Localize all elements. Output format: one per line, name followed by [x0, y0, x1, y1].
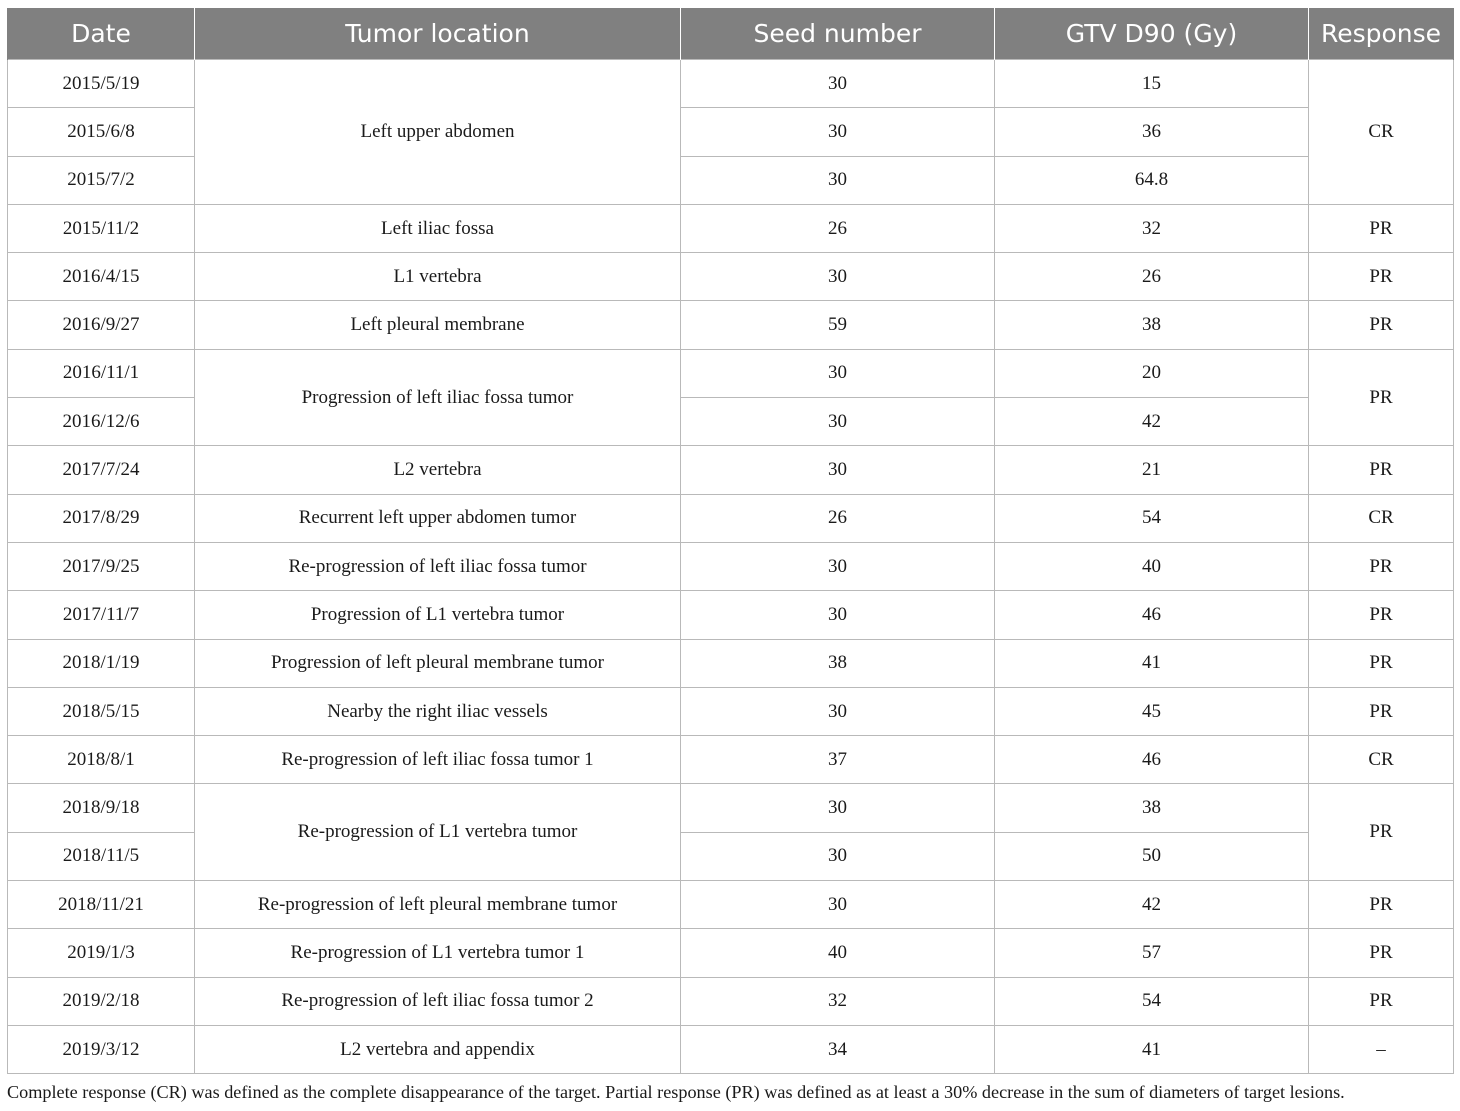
table-row [8, 60, 1454, 108]
cell-response: PR [1309, 542, 1454, 590]
cell-date: 2016/9/27 [8, 301, 195, 349]
cell-location: Re-progression of left iliac fossa tumor 2 [195, 977, 681, 1025]
cell-location: Progression of L1 vertebra tumor [195, 591, 681, 639]
cell-date: 2018/11/21 [8, 881, 195, 929]
table-row [8, 881, 1454, 929]
cell-response: PR [1309, 929, 1454, 977]
cell-gtv: 54 [995, 977, 1309, 1025]
table-row [8, 977, 1454, 1025]
cell-gtv: 46 [995, 591, 1309, 639]
cell-date: 2015/6/8 [8, 108, 195, 156]
cell-seed: 59 [681, 301, 995, 349]
cell-location: Nearby the right iliac vessels [195, 687, 681, 735]
cell-gtv: 20 [995, 349, 1309, 397]
header-seed-number: Seed number [681, 8, 995, 60]
cell-seed: 30 [681, 591, 995, 639]
cell-seed: 40 [681, 929, 995, 977]
cell-seed: 30 [681, 60, 995, 108]
cell-seed: 30 [681, 446, 995, 494]
table-row [8, 253, 1454, 301]
cell-gtv: 38 [995, 784, 1309, 832]
cell-response: PR [1309, 349, 1454, 446]
cell-seed: 37 [681, 736, 995, 784]
table-row [8, 349, 1454, 397]
treatment-table [7, 8, 1454, 1074]
table-row [8, 784, 1454, 832]
cell-response: CR [1309, 60, 1454, 205]
cell-gtv: 46 [995, 736, 1309, 784]
cell-response: CR [1309, 494, 1454, 542]
cell-gtv: 42 [995, 398, 1309, 446]
cell-date: 2018/11/5 [8, 832, 195, 880]
table-row [8, 1025, 1454, 1073]
cell-seed: 30 [681, 784, 995, 832]
table-row [8, 591, 1454, 639]
data-table-container [7, 8, 1453, 1074]
cell-seed: 34 [681, 1025, 995, 1073]
cell-response: PR [1309, 446, 1454, 494]
cell-date: 2018/1/19 [8, 639, 195, 687]
cell-gtv: 15 [995, 60, 1309, 108]
cell-response: PR [1309, 204, 1454, 252]
cell-seed: 30 [681, 881, 995, 929]
cell-gtv: 32 [995, 204, 1309, 252]
cell-response: PR [1309, 977, 1454, 1025]
cell-location: Left upper abdomen [195, 60, 681, 205]
cell-response: PR [1309, 784, 1454, 881]
cell-location: Left iliac fossa [195, 204, 681, 252]
cell-date: 2017/8/29 [8, 494, 195, 542]
table-footnote: Complete response (CR) was defined as the complete disappearance of the target. Partial response (PR) was defined as at least a 30% decrease in the sum of diameters of target lesions. [7, 1082, 1345, 1102]
cell-seed: 30 [681, 108, 995, 156]
cell-date: 2017/7/24 [8, 446, 195, 494]
cell-gtv: 42 [995, 881, 1309, 929]
cell-location: Re-progression of L1 vertebra tumor [195, 784, 681, 881]
cell-gtv: 41 [995, 639, 1309, 687]
cell-response: PR [1309, 253, 1454, 301]
cell-seed: 26 [681, 204, 995, 252]
cell-response: – [1309, 1025, 1454, 1073]
header-row [8, 8, 1454, 60]
table-row [8, 204, 1454, 252]
cell-seed: 30 [681, 398, 995, 446]
cell-date: 2018/9/18 [8, 784, 195, 832]
cell-location: Left pleural membrane [195, 301, 681, 349]
table-row [8, 301, 1454, 349]
cell-gtv: 36 [995, 108, 1309, 156]
cell-location: Re-progression of left iliac fossa tumor [195, 542, 681, 590]
cell-seed: 30 [681, 253, 995, 301]
cell-location: Re-progression of L1 vertebra tumor 1 [195, 929, 681, 977]
cell-seed: 30 [681, 687, 995, 735]
cell-seed: 32 [681, 977, 995, 1025]
table-row [8, 542, 1454, 590]
cell-date: 2015/5/19 [8, 60, 195, 108]
cell-location: Progression of left iliac fossa tumor [195, 349, 681, 446]
header-date: Date [8, 8, 195, 60]
header-tumor-location: Tumor location [195, 8, 681, 60]
cell-gtv: 21 [995, 446, 1309, 494]
table-row [8, 929, 1454, 977]
cell-seed: 30 [681, 542, 995, 590]
cell-location: L1 vertebra [195, 253, 681, 301]
table-row [8, 639, 1454, 687]
table-row [8, 736, 1454, 784]
cell-gtv: 57 [995, 929, 1309, 977]
cell-seed: 26 [681, 494, 995, 542]
cell-date: 2017/9/25 [8, 542, 195, 590]
cell-date: 2019/3/12 [8, 1025, 195, 1073]
cell-date: 2015/11/2 [8, 204, 195, 252]
header-response: Response [1309, 8, 1454, 60]
cell-response: PR [1309, 301, 1454, 349]
cell-gtv: 41 [995, 1025, 1309, 1073]
cell-response: PR [1309, 591, 1454, 639]
table-row [8, 687, 1454, 735]
cell-gtv: 26 [995, 253, 1309, 301]
cell-date: 2018/8/1 [8, 736, 195, 784]
cell-gtv: 45 [995, 687, 1309, 735]
cell-location: Progression of left pleural membrane tumor [195, 639, 681, 687]
table-row [8, 494, 1454, 542]
cell-date: 2016/11/1 [8, 349, 195, 397]
cell-gtv: 38 [995, 301, 1309, 349]
cell-date: 2019/1/3 [8, 929, 195, 977]
cell-gtv: 40 [995, 542, 1309, 590]
cell-gtv: 50 [995, 832, 1309, 880]
table-row [8, 446, 1454, 494]
cell-location: L2 vertebra [195, 446, 681, 494]
cell-location: L2 vertebra and appendix [195, 1025, 681, 1073]
cell-location: Re-progression of left pleural membrane tumor [195, 881, 681, 929]
cell-date: 2016/4/15 [8, 253, 195, 301]
header-gtv-d90: GTV D90 (Gy) [995, 8, 1309, 60]
cell-seed: 30 [681, 349, 995, 397]
cell-gtv: 54 [995, 494, 1309, 542]
cell-date: 2016/12/6 [8, 398, 195, 446]
cell-date: 2019/2/18 [8, 977, 195, 1025]
cell-location: Recurrent left upper abdomen tumor [195, 494, 681, 542]
cell-date: 2015/7/2 [8, 156, 195, 204]
cell-seed: 30 [681, 156, 995, 204]
cell-seed: 38 [681, 639, 995, 687]
cell-location: Re-progression of left iliac fossa tumor 1 [195, 736, 681, 784]
cell-response: PR [1309, 881, 1454, 929]
cell-response: CR [1309, 736, 1454, 784]
cell-seed: 30 [681, 832, 995, 880]
cell-date: 2017/11/7 [8, 591, 195, 639]
cell-date: 2018/5/15 [8, 687, 195, 735]
cell-response: PR [1309, 687, 1454, 735]
cell-gtv: 64.8 [995, 156, 1309, 204]
cell-response: PR [1309, 639, 1454, 687]
